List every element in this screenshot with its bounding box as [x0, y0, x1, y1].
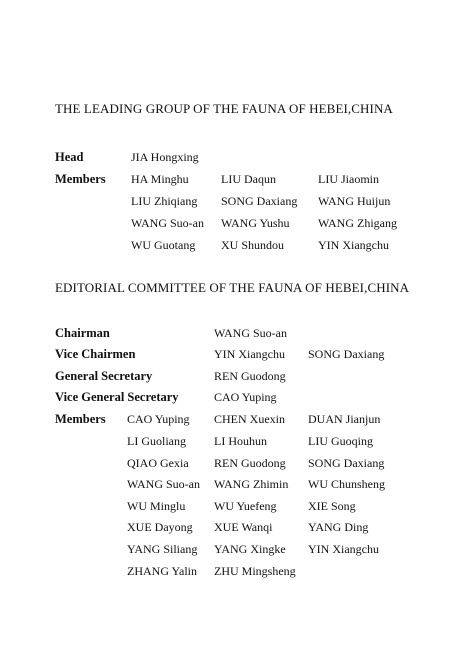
editorial-member: DUAN Jianjun [308, 412, 381, 426]
editorial-member: LIU Guoqing [308, 434, 373, 448]
editorial-member: XUE Dayong [127, 520, 193, 534]
editorial-member: CAO Yuping [127, 412, 190, 426]
vice-general-secretary-name: CAO Yuping [214, 390, 277, 404]
editorial-member: LI Houhun [214, 434, 267, 448]
editorial-member: WU Minglu [127, 499, 186, 513]
editorial-member: YANG Xingke [214, 542, 286, 556]
editorial-committee-title: EDITORIAL COMMITTEE OF THE FAUNA OF HEBEI,CHINA [55, 280, 410, 295]
leading-member: LIU Jiaomin [318, 172, 379, 186]
vice-general-secretary-label: Vice General Secretary [55, 390, 179, 404]
leading-member: HA Minghu [131, 172, 189, 186]
leading-member: WANG Yushu [221, 216, 290, 230]
editorial-member: WU Yuefeng [214, 499, 277, 513]
vice-chairmen-label: Vice Chairmen [55, 347, 136, 361]
general-secretary-name: REN Guodong [214, 369, 286, 383]
general-secretary-label: General Secretary [55, 369, 153, 383]
editorial-member: QIAO Gexia [127, 456, 189, 470]
chairman-label: Chairman [55, 326, 110, 340]
editorial-member: YANG Siliang [127, 542, 198, 556]
leading-member: XU Shundou [221, 238, 285, 252]
editorial-member: ZHU Mingsheng [214, 564, 296, 578]
vice-chairman-name: SONG Daxiang [308, 347, 385, 361]
vice-chairman-name: YIN Xiangchu [214, 347, 285, 361]
editorial-members-label: Members [55, 412, 106, 426]
chairman-name: WANG Suo-an [214, 326, 287, 340]
editorial-member: YANG Ding [308, 520, 369, 534]
editorial-member: SONG Daxiang [308, 456, 385, 470]
editorial-member: WANG Suo-an [127, 477, 200, 491]
editorial-member: CHEN Xuexin [214, 412, 285, 426]
head-label: Head [55, 150, 84, 164]
leading-member: WU Guotang [131, 238, 196, 252]
editorial-member: LI Guoliang [127, 434, 186, 448]
leading-member: WANG Suo-an [131, 216, 204, 230]
editorial-member: WANG Zhimin [214, 477, 289, 491]
leading-group-title: THE LEADING GROUP OF THE FAUNA OF HEBEI,CHINA [55, 101, 393, 116]
leading-member: LIU Daqun [221, 172, 276, 186]
leading-member: WANG Zhigang [318, 216, 397, 230]
editorial-member: XUE Wanqi [214, 520, 273, 534]
leading-members-label: Members [55, 172, 106, 186]
leading-member: LIU Zhiqiang [131, 194, 198, 208]
editorial-member: ZHANG Yalin [127, 564, 198, 578]
editorial-member: REN Guodong [214, 456, 286, 470]
head-name: JIA Hongxing [131, 150, 199, 164]
editorial-member: YIN Xiangchu [308, 542, 379, 556]
leading-member: YIN Xiangchu [318, 238, 389, 252]
editorial-member: XIE Song [308, 499, 356, 513]
leading-member: WANG Huijun [318, 194, 391, 208]
leading-member: SONG Daxiang [221, 194, 298, 208]
editorial-member: WU Chunsheng [308, 477, 385, 491]
